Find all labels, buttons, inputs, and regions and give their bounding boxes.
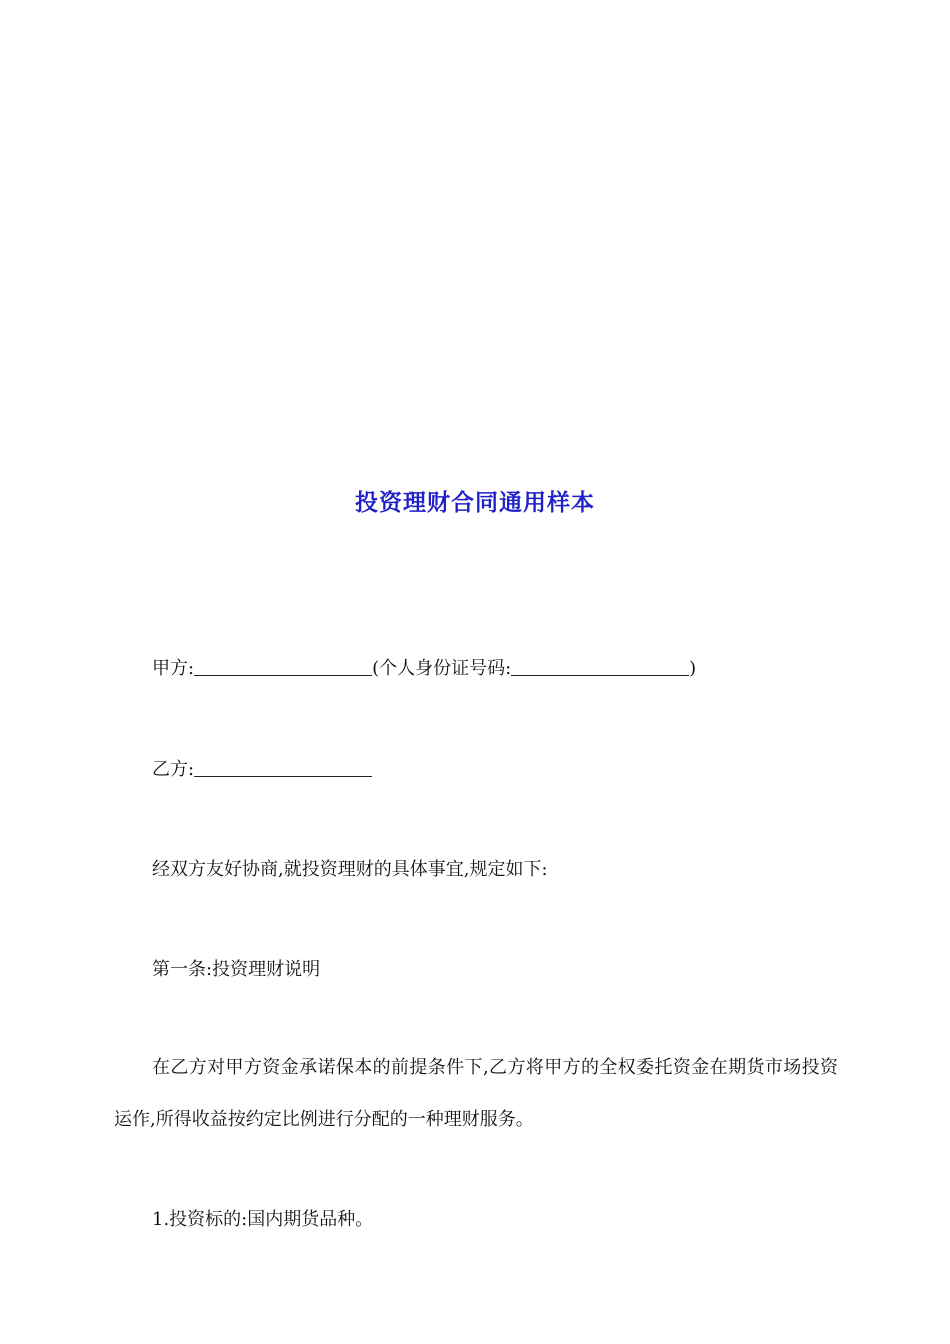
party-b-label: 乙方: — [152, 759, 195, 780]
party-a-label: 甲方: — [152, 658, 195, 679]
party-a-id-label: (个人身份证号码: — [372, 658, 512, 679]
article1-body: 在乙方对甲方资金承诺保本的前提条件下,乙方将甲方的全权委托资金在期货市场投资运作,所得收益按约定比例进行分配的一种理财服务。 — [114, 1057, 838, 1130]
party-b-line — [152, 757, 372, 783]
party-b-name-blank — [194, 758, 372, 777]
party-a-line — [152, 656, 696, 682]
party-a-name-blank — [194, 657, 372, 676]
party-a-id-blank — [511, 657, 689, 676]
document-title: 投资理财合同通用样本 — [355, 490, 595, 516]
party-a-id-close: ) — [689, 658, 697, 679]
intro-text: 经双方友好协商,就投资理财的具体事宜,规定如下: — [152, 859, 548, 880]
item1-text: 1.投资标的:国内期货品种。 — [152, 1209, 374, 1230]
article1-heading: 第一条:投资理财说明 — [152, 959, 321, 980]
